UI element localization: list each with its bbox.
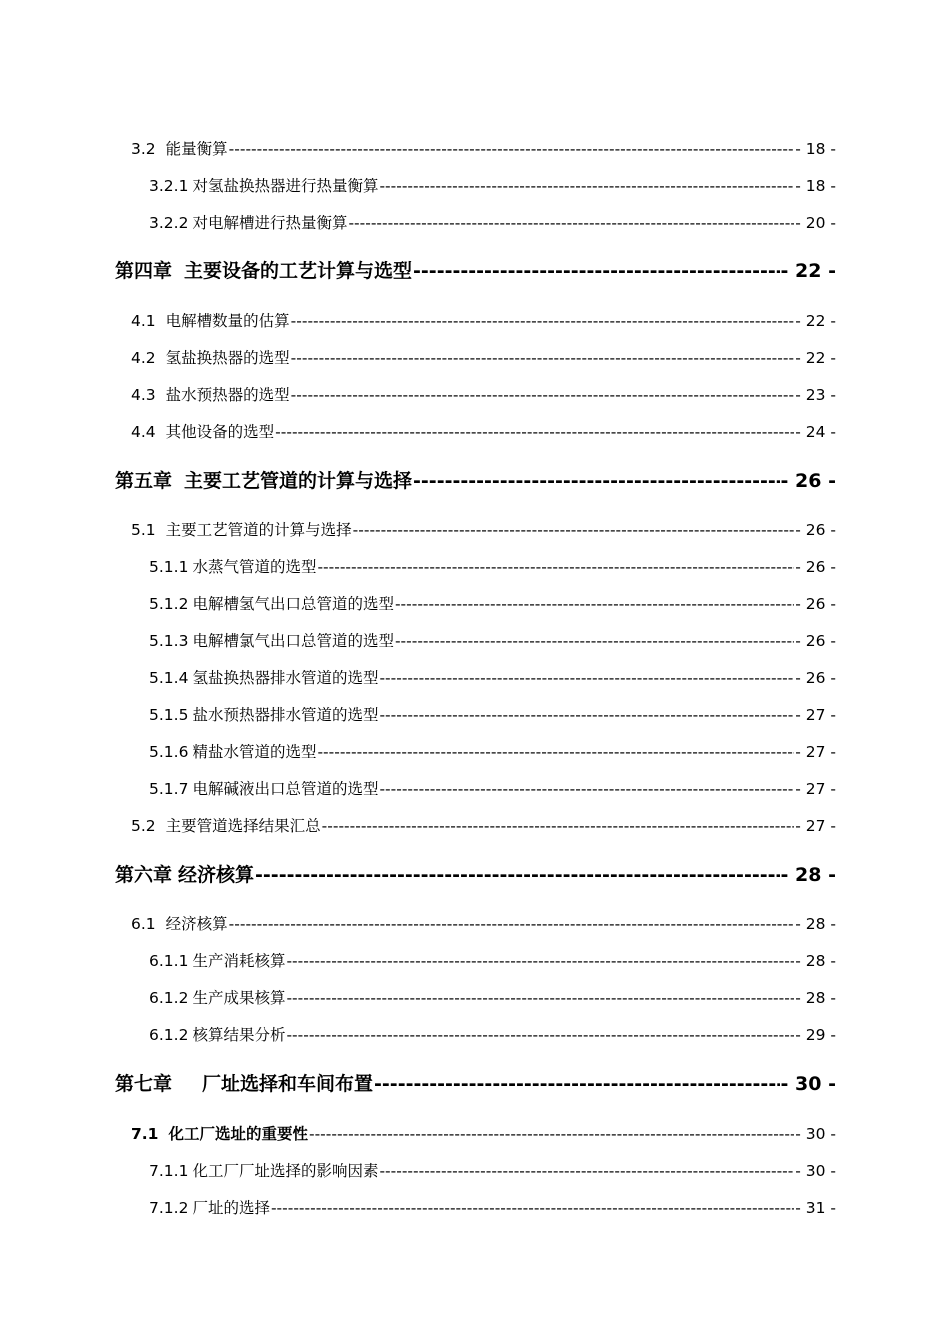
toc-entry[interactable]	[149, 1023, 836, 1047]
toc-entry[interactable]	[149, 666, 836, 690]
toc-page-number: - 30 -	[780, 1073, 836, 1095]
toc-page-number: - 30 -	[795, 1162, 836, 1180]
toc-number: 5.1.4	[149, 669, 189, 687]
dot-leader	[286, 1023, 794, 1047]
toc-title: 盐水预热器排水管道的选型	[192, 706, 379, 724]
toc-number: 5.1.5	[149, 706, 189, 724]
dot-leader	[379, 777, 794, 801]
chapter-title: 主要设备的工艺计算与选型	[184, 260, 413, 282]
toc-entry[interactable]	[131, 814, 836, 838]
toc-page-number: - 28 -	[795, 915, 836, 933]
toc-title: 核算结果分析	[192, 1026, 286, 1044]
toc-number: 3.2.1	[149, 177, 189, 195]
toc-title: 能量衡算	[165, 140, 228, 158]
dot-leader	[348, 211, 794, 235]
toc-number: 5.1.7	[149, 780, 189, 798]
toc-page-number: - 26 -	[795, 669, 836, 687]
toc-entry[interactable]	[149, 1159, 836, 1183]
toc-entry[interactable]	[131, 346, 836, 370]
toc-entry[interactable]	[149, 777, 836, 801]
dot-leader	[255, 860, 780, 890]
dot-leader	[286, 986, 794, 1010]
toc-number: 3.2.2	[149, 214, 189, 232]
toc-chapter-entry[interactable]	[115, 860, 836, 890]
toc-page-number: - 26 -	[795, 595, 836, 613]
toc-page-number: - 20 -	[795, 214, 836, 232]
chapter-number: 第五章	[115, 470, 173, 492]
toc-number: 7.1	[131, 1125, 159, 1143]
toc-page-number: - 28 -	[795, 989, 836, 1007]
dot-leader	[229, 912, 795, 936]
toc-number: 7.1.2	[149, 1199, 189, 1217]
dot-leader	[229, 137, 795, 161]
toc-number: 4.4	[131, 423, 156, 441]
toc-page-number: - 26 -	[780, 470, 836, 492]
toc-page-number: - 27 -	[795, 706, 836, 724]
toc-title: 其他设备的选型	[165, 423, 275, 441]
toc-number: 6.1.2	[149, 1026, 189, 1044]
toc-entry[interactable]	[149, 629, 836, 653]
toc-page-number: - 27 -	[795, 817, 836, 835]
toc-title: 精盐水管道的选型	[192, 743, 317, 761]
toc-title: 电解槽数量的估算	[165, 312, 290, 330]
dot-leader	[291, 383, 795, 407]
toc-number: 6.1.2	[149, 989, 189, 1007]
toc-page-number: - 22 -	[795, 349, 836, 367]
toc-page-number: - 23 -	[795, 386, 836, 404]
toc-page-number: - 28 -	[780, 864, 836, 886]
toc-title: 生产消耗核算	[192, 952, 286, 970]
toc-title: 化工厂选址的重要性	[168, 1125, 308, 1143]
toc-entry[interactable]	[149, 555, 836, 579]
toc-entry[interactable]	[131, 420, 836, 444]
toc-title: 生产成果核算	[192, 989, 286, 1007]
toc-chapter-entry[interactable]	[115, 1069, 836, 1099]
dot-leader	[413, 256, 780, 286]
toc-entry[interactable]	[149, 211, 836, 235]
chapter-title: 经济核算	[178, 864, 255, 886]
toc-title: 氢盐换热器排水管道的选型	[192, 669, 379, 687]
toc-title: 对电解槽进行热量衡算	[192, 214, 348, 232]
toc-entry[interactable]	[149, 740, 836, 764]
dot-leader	[379, 703, 794, 727]
toc-number: 3.2	[131, 140, 156, 158]
toc-title: 电解槽氢气出口总管道的选型	[192, 595, 394, 613]
toc-title: 盐水预热器的选型	[165, 386, 290, 404]
chapter-number: 第七章	[115, 1073, 173, 1095]
toc-entry[interactable]	[149, 1196, 836, 1220]
toc-title: 氢盐换热器的选型	[165, 349, 290, 367]
toc-page-number: - 18 -	[795, 177, 836, 195]
toc-number: 7.1.1	[149, 1162, 189, 1180]
chapter-title: 厂址选择和车间布置	[202, 1073, 374, 1095]
toc-number: 6.1	[131, 915, 156, 933]
dot-leader	[374, 1069, 780, 1099]
toc-page-number: - 31 -	[795, 1199, 836, 1217]
dot-leader	[379, 666, 794, 690]
toc-title: 主要工艺管道的计算与选择	[165, 521, 352, 539]
toc-number: 5.1.1	[149, 558, 189, 576]
toc-title: 水蒸气管道的选型	[192, 558, 317, 576]
toc-entry[interactable]	[131, 383, 836, 407]
dot-leader	[286, 949, 794, 973]
toc-title: 厂址的选择	[192, 1199, 270, 1217]
dot-leader	[395, 629, 794, 653]
toc-number: 5.1	[131, 521, 156, 539]
toc-entry[interactable]	[149, 703, 836, 727]
chapter-title: 主要工艺管道的计算与选择	[184, 470, 413, 492]
dot-leader	[271, 1196, 794, 1220]
toc-number: 4.3	[131, 386, 156, 404]
toc-number: 6.1.1	[149, 952, 189, 970]
toc-page-number: - 29 -	[795, 1026, 836, 1044]
toc-page-number: - 30 -	[795, 1125, 836, 1143]
toc-entry[interactable]	[131, 518, 836, 542]
toc-page-number: - 22 -	[780, 260, 836, 282]
dot-leader	[413, 466, 780, 496]
toc-entry[interactable]	[149, 174, 836, 198]
toc-entry[interactable]	[149, 986, 836, 1010]
dot-leader	[275, 420, 794, 444]
toc-title: 电解槽氯气出口总管道的选型	[192, 632, 394, 650]
toc-entry[interactable]	[131, 912, 836, 936]
toc-title: 经济核算	[165, 915, 228, 933]
chapter-number: 第六章	[115, 864, 173, 886]
toc-chapter-entry[interactable]	[115, 256, 836, 286]
toc-page-number: - 26 -	[795, 521, 836, 539]
toc-page-number: - 28 -	[795, 952, 836, 970]
toc-number: 5.1.2	[149, 595, 189, 613]
dot-leader	[317, 740, 794, 764]
toc-entry[interactable]	[149, 592, 836, 616]
toc-title: 化工厂厂址选择的影响因素	[192, 1162, 379, 1180]
toc-page-number: - 24 -	[795, 423, 836, 441]
toc-entry[interactable]	[131, 1122, 836, 1146]
toc-number: 5.2	[131, 817, 156, 835]
toc-title: 对氢盐换热器进行热量衡算	[192, 177, 379, 195]
toc-title: 主要管道选择结果汇总	[165, 817, 321, 835]
toc-page-number: - 22 -	[795, 312, 836, 330]
toc-title: 电解碱液出口总管道的选型	[192, 780, 379, 798]
toc-entry[interactable]	[131, 309, 836, 333]
toc-page-number: - 26 -	[795, 632, 836, 650]
toc-number: 5.1.3	[149, 632, 189, 650]
toc-entry[interactable]	[131, 137, 836, 161]
dot-leader	[395, 592, 794, 616]
dot-leader	[291, 346, 795, 370]
toc-chapter-entry[interactable]	[115, 466, 836, 496]
toc-page-number: - 18 -	[795, 140, 836, 158]
toc-entry[interactable]	[149, 949, 836, 973]
dot-leader	[317, 555, 794, 579]
chapter-number: 第四章	[115, 260, 173, 282]
toc-number: 4.2	[131, 349, 156, 367]
dot-leader	[309, 1122, 794, 1146]
toc-page-number: - 27 -	[795, 743, 836, 761]
dot-leader	[379, 174, 794, 198]
dot-leader	[322, 814, 795, 838]
toc-number: 5.1.6	[149, 743, 189, 761]
dot-leader	[291, 309, 795, 333]
toc-page-number: - 27 -	[795, 780, 836, 798]
toc-page-number: - 26 -	[795, 558, 836, 576]
dot-leader	[379, 1159, 794, 1183]
toc-number: 4.1	[131, 312, 156, 330]
dot-leader	[353, 518, 795, 542]
